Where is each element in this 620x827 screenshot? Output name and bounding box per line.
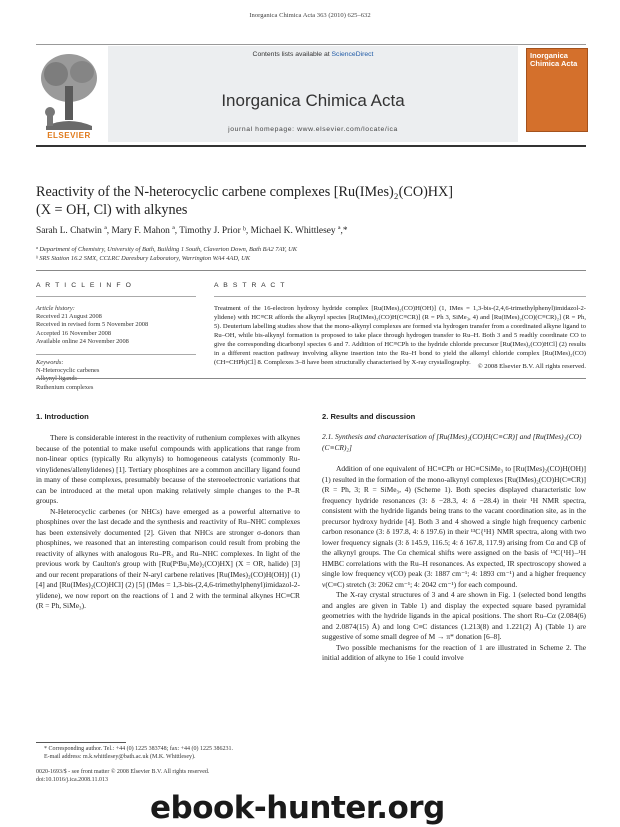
journal-homepage[interactable]: journal homepage: www.elsevier.com/locate/ica (228, 126, 398, 133)
keyword: Ruthenium complexes (36, 383, 94, 391)
abstract-divider (214, 296, 586, 297)
info-divider (36, 296, 196, 297)
results-body (322, 464, 586, 664)
abstract-heading: A B S T R A C T (214, 282, 286, 289)
info-divider-2 (36, 354, 196, 355)
divider (36, 378, 586, 379)
history-label: Article history: (36, 305, 75, 312)
contents-availability (108, 51, 518, 58)
journal-title: Inorganica Chimica Acta (221, 91, 405, 110)
footnote-divider (36, 742, 126, 743)
publisher-wordmark: ELSEVIER (47, 131, 91, 140)
article-history (36, 305, 174, 346)
paragraph: The X-ray crystal structures of 3 and 4 are shown in Fig. 1 (selected bond lengths and angles are given in Table 1) and display the expected square based pyramidal geometries with the hydride ligands in the apical positions. The short Ru–Cα (2.084(6) and 2.0874(15) Å) and long C≡C distances (1.213(8) and 1.221(2) Å) (Table 1) are suggestive of some small degree of M → π* donation [6–8]. (322, 590, 586, 641)
title-line-2: (X = OH, Cl) with alkynes (36, 202, 188, 218)
sciencedirect-link[interactable]: ScienceDirect (331, 51, 374, 58)
doi-line[interactable]: doi:10.1016/j.ica.2008.11.013 (36, 776, 108, 783)
section-heading-results: 2. Results and discussion (322, 412, 416, 421)
issn-line: 0020-1693/$ - see front matter © 2008 Elsevier B.V. All rights reserved. (36, 769, 210, 775)
introduction-body (36, 433, 300, 612)
article-info-heading: A R T I C L E I N F O (36, 282, 133, 289)
paragraph: Addition of one equivalent of HC≡CPh or HC≡CSiMe₃ to [Ru(IMes)₂(CO)H(OH)] (1) resulted in the formation of the mono-alkynyl complexes [Ru(IMes)₂(CO)H(C≡CR)] (R = Ph, 3; R = SiMe₃, 4) (Scheme 1). Both species displayed characteristic low frequency hydride resonances (3: δ −28.3, 4: δ −28.4) in their ¹H NMR spectra, consistent with the hydride ligands being trans to the vacant coordination site, as in the precursor hydroxy hydride [4]. Both 3 and 4 showed a single high frequency carbenic carbon resonance (3: δ 197.8, 4: δ 197.6) in their ¹³C{¹H} NMR spectra, along with two lower frequency signals (3: δ 145.9, 116.5; 4: δ 167.8, 117.9) arising from Cα and Cβ of the alkynyl groups. The Cα chemical shifts were assigned on the basis of ¹³C{¹H}–¹H HMBC correlations with the Ru–H resonances. As expected, IR spectroscopy showed a single low frequency ν(CO) peak (3: 1887 cm⁻¹; 4: 1893 cm⁻¹) and a higher frequency ν(C≡C) stretch (3: 2062 cm⁻¹; 4: 2042 cm⁻¹) for each compound. (322, 464, 586, 589)
title-line-1: Reactivity of the N-heterocyclic carbene complexes [Ru(IMes)₂(CO)HX] (36, 184, 454, 200)
abstract-text: Treatment of the 16-electron hydroxy hydride complex [Ru(IMes)₂(CO)H(OH)] (1, IMes = 1,3-bis-(2,4,6-trimethylphenyl)imidazol-2-ylidene) with HC≡CR affords the alkynyl species [Ru(IMes)₂(CO)H(C≡CR)] (R = Ph 3, SiMe₃, 4) and [Ru(IMes)₂(CO)(C≡CR)₂] (R = Ph, 5). Deuterium labelling studies show that the mono-alkynyl complexes are formed via hydrogen transfer from a coordinated alkyne ligand to Ru–OH, while bis-alkynyl formation is proposed to take place through hydrogen transfer to Ru–H. Both 3 and 5 readily coordinate CO to give the corresponding dicarbonyl species 6 and 7. Addition of HC≡CPh to the hydride chloride precursor [Ru(IMes)₂(CO)HCl] (2) results in a different reaction pathway involving alkyne insertion into the Ru–H bond to yield the alkenyl chloride complex [Ru(IMes)₂(CO)(CH=CHPh)Cl] 8. Complexes 3–8 have been structurally characterised by X-ray crystallography. (214, 305, 586, 367)
author-list: Sarah L. Chatwin ª, Mary F. Mahon ª, Timothy J. Prior ᵇ, Michael K. Whittlesey ª,* (36, 226, 348, 236)
author-email[interactable]: E-mail address: m.k.whittlesey@bath.ac.uk (M.K. Whittlesey). (44, 753, 196, 760)
site-watermark: ebook-hunter.org (150, 790, 445, 826)
contents-prefix: Contents lists available at (252, 51, 332, 58)
abstract-copyright: © 2008 Elsevier B.V. All rights reserved. (477, 363, 586, 370)
keywords-label: Keywords: (36, 359, 64, 366)
keyword (36, 375, 174, 383)
corresponding-author: * Corresponding author. Tel.: +44 (0) 1225 383748; fax: +44 (0) 1225 386231. (44, 746, 234, 752)
paragraph: Two possible mechanisms for the reaction of 1 are illustrated in Scheme 2. The initial addition of alkyne to 16e 1 could involve (322, 642, 586, 662)
paragraph: N-Heterocyclic carbenes (or NHCs) have emerged as a powerful alternative to phosphines over the last decade and the synthesis and reactivity of Ru–NHC complexes has been extensively documented [2]. Given that NHCs are stronger σ-donors than phosphines, we reasoned that an interesting comparison could result from probing the reactivity of alkynes with analogous Ru–PR₃ and Ru–NHC complexes. In light of the previous work by Caulton's group with [Ru(PᵗBu₂Me)₂(CO)HX] (X = OR, halide) [3] and our recent preparations of their N-aryl carbene relatives [Ru(IMes)₂(CO)H(OH)] (1) [4] and [Ru(IMes)₂(CO)HCl] (2) [5] (IMes = 1,3-bis-(2,4,6-trimethylphenyl)imidazol-2-ylidene), we now report on the reactions of 1 and 2 with the terminal alkynes HC≡CR (R = Ph, SiMe₃). (36, 506, 300, 610)
history-accepted: Accepted 16 November 2008 (36, 329, 112, 337)
history-online: Available online 24 November 2008 (36, 337, 129, 345)
article-identifiers (36, 769, 300, 784)
history-revised: Received in revised form 5 November 2008 (36, 321, 149, 329)
article-title (36, 183, 576, 219)
cover-title: Inorganica Chimica Acta (530, 51, 578, 68)
footnotes (44, 746, 300, 761)
history-received: Received 21 August 2008 (36, 313, 102, 321)
elsevier-tree-logo (36, 46, 102, 140)
keyword: N-Heterocyclic carbenes (36, 367, 100, 375)
divider (36, 270, 586, 271)
paragraph: There is considerable interest in the reactivity of ruthenium complexes with alkynes because of the potential to make useful compounds with applications that range from non-linear optics (typically Ru alkynyls) to homogeneous catalysts (commonly Ru-vinylidenes/allenylidenes) [1]. Tertiary phosphines are a common ancillary ligand found in many of these complexes, presumably because of the stereoelectronic variations that can be introduced at the metal upon making relatively simple changes to the P–R groups. (36, 433, 300, 505)
section-heading-introduction: 1. Introduction (36, 412, 89, 421)
keywords (36, 359, 174, 392)
running-header: Inorganica Chimica Acta 363 (2010) 625–632 (249, 12, 371, 19)
subsection-heading: 2.1. Synthesis and characterisation of [Ru(IMes)₂(CO)H(C≡CR)] and [Ru(IMes)₂(CO)(C≡CR)₂] (322, 432, 582, 452)
affiliation-b: ᵇ SRS Station 16.2 SMX, CCLRC Daresbury Laboratory, Warrington WA4 4AD, UK (36, 255, 251, 262)
affiliation-a: ª Department of Chemistry, University of Bath, Building 1 South, Claverton Down, Bath BA2 7AY, UK (36, 246, 298, 253)
